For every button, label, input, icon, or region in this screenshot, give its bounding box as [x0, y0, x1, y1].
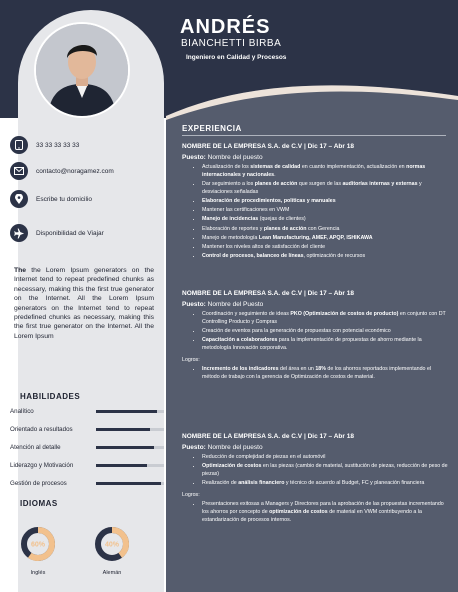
- skill-bar-fill: [96, 410, 157, 413]
- contact-email: [10, 162, 114, 180]
- address-text: Escribe tu domicilio: [36, 195, 92, 203]
- job-bullets: [182, 164, 448, 261]
- profile-lead: The: [14, 267, 27, 274]
- job-bullet: • Reducción de complejidad de piezas en el automóvil: [202, 454, 448, 462]
- job-position: Puesto: Nombre del puesto: [182, 444, 263, 451]
- profile-summary: [14, 266, 154, 341]
- skill-bar: [96, 464, 164, 467]
- skill-label: Atención al detalle: [10, 444, 61, 451]
- job-bullet: • Control de procesos, balanceo de líneas, optimización de recursos: [202, 253, 448, 261]
- job-achievements-label: Logros:: [182, 356, 200, 363]
- candidate-role: Ingeniero en Calidad y Procesos: [186, 54, 287, 61]
- job-entry: [182, 290, 448, 383]
- profile-body: the Lorem Ipsum generators on the Internet tend to repeat predefined chunks as necessary, making this the first true generator on the Internet. All the Lorem Ipsum generators on the Internet tend to repeat predefined chunks as necessary, making this the first true generator on the Internet. All the Lorem Ipsum: [14, 267, 154, 340]
- profile-photo: [34, 22, 130, 118]
- skill-bar: [96, 482, 164, 485]
- job-achievements: [182, 366, 448, 382]
- skills-title: HABILIDADES: [20, 392, 81, 401]
- skill-row: [10, 480, 164, 492]
- skill-bar-fill: [96, 464, 147, 467]
- language-item: [92, 526, 132, 576]
- language-name: Inglés: [30, 570, 46, 576]
- skill-label: Gestión de procesos: [10, 480, 67, 487]
- language-percent: 60%: [30, 541, 46, 549]
- skill-bar-fill: [96, 482, 161, 485]
- skill-row: [10, 462, 164, 474]
- job-bullet: • Dar seguimiento a los planes de acción que surgen de las auditorías internas y externas y desviaciones señaladas: [202, 181, 448, 197]
- job-bullets: [182, 454, 448, 488]
- job-achievement: • Presentaciones exitosas a Managers y Directores para la aprobación de las propuestas incrementando los ahorros por concepto de optimización de costos de material en VWM contribuyendo a la estandarización de procesos internos.: [202, 501, 448, 524]
- airplane-icon: [10, 224, 28, 242]
- job-bullet: • Realización de análisis financiero y técnico de acuerdo al Budget, FC y planeación financiera: [202, 480, 448, 488]
- job-bullet: • Creación de eventos para la generación de propuestas con potencial económico: [202, 328, 448, 336]
- skill-row: [10, 426, 164, 438]
- job-achievement: • Incremento de los indicadores del área en un 18% de los ahorros reportados implementando el método de trabajo con la gerencia de Optimización de costos de material.: [202, 366, 448, 382]
- job-bullet: • Optimización de costos en las piezas (cambio de material, sustitución de piezas, reducción de peso de piezas): [202, 463, 448, 479]
- job-bullet: • Manejo de incidencias (quejas de clientes): [202, 216, 448, 224]
- job-bullet: • Elaboración de procedimientos, políticas y manuales: [202, 198, 448, 206]
- language-name: Alemán: [102, 570, 122, 576]
- candidate-first-name: ANDRÉS: [180, 16, 271, 38]
- language-ring: [20, 526, 56, 562]
- language-percent: 40%: [104, 541, 120, 549]
- job-bullet: • Manejo de metodología Lean Manufacturing, AMEF, APQP, ISHIKAWA: [202, 235, 448, 243]
- job-bullets: [182, 311, 448, 353]
- skill-bar-fill: [96, 428, 150, 431]
- contact-travel: [10, 224, 104, 242]
- skill-label: Orientado a resultados: [10, 426, 73, 433]
- phone-icon: [10, 136, 28, 154]
- skill-bar: [96, 428, 164, 431]
- travel-text: Disponibilidad de Viajar: [36, 229, 104, 237]
- job-bullet: • Capacitación a colaboradores para la implementación de propuestas de ahorro mediante la metodología Innovación corporativa.: [202, 337, 448, 353]
- header-swoosh: [166, 76, 458, 124]
- job-bullet: • Coordinación y seguimiento de ideas PKO (Optimización de costos de producto) en conjunto con DT Controlling Producto y Compras: [202, 311, 448, 327]
- location-pin-icon: [10, 190, 28, 208]
- skill-bar-fill: [96, 446, 154, 449]
- skill-label: Liderazgo y Motivación: [10, 462, 74, 469]
- job-bullet: • Actualización de los sistemas de calidad en cuanto implementación, actualización en normas internacionales y nacionales.: [202, 164, 448, 180]
- email-text[interactable]: contacto@noragamez.com: [36, 167, 114, 175]
- job-position: Puesto: Nombre del Puesto: [182, 301, 264, 308]
- job-entry: [182, 143, 448, 262]
- skill-row: [10, 408, 164, 420]
- job-position: Puesto: Nombre del puesto: [182, 154, 263, 161]
- skill-bar: [96, 410, 164, 413]
- email-icon: [10, 162, 28, 180]
- skill-label: Analítico: [10, 408, 34, 415]
- job-header: NOMBRE DE LA EMPRESA S.A. de C.V | Dic 17 – Abr 18: [182, 143, 354, 150]
- language-item: [18, 526, 58, 576]
- contact-phone: [10, 136, 79, 154]
- job-achievements: [182, 501, 448, 524]
- person-avatar-icon: [36, 24, 128, 116]
- skill-row: [10, 444, 164, 456]
- job-bullet: • Elaboración de reportes y planes de acción con Gerencia: [202, 226, 448, 234]
- job-entry: [182, 433, 448, 526]
- job-header: NOMBRE DE LA EMPRESA S.A. de C.V | Dic 17 – Abr 18: [182, 433, 354, 440]
- phone-text: 33 33 33 33 33: [36, 141, 80, 149]
- job-bullet: • Mantener los niveles altos de satisfacción del cliente: [202, 244, 448, 252]
- skill-bar: [96, 446, 164, 449]
- job-bullet: • Mantener las certificaciones en VWM: [202, 207, 448, 215]
- job-header: NOMBRE DE LA EMPRESA S.A. de C.V | Dic 17 – Abr 18: [182, 290, 354, 297]
- experience-title: EXPERIENCIA: [182, 124, 242, 133]
- experience-divider: [182, 135, 446, 136]
- languages-title: IDIOMAS: [20, 499, 58, 508]
- candidate-last-name: BIANCHETTI BIRBA: [181, 38, 282, 49]
- job-achievements-label: Logros:: [182, 491, 200, 498]
- contact-address: [10, 190, 92, 208]
- language-ring: [94, 526, 130, 562]
